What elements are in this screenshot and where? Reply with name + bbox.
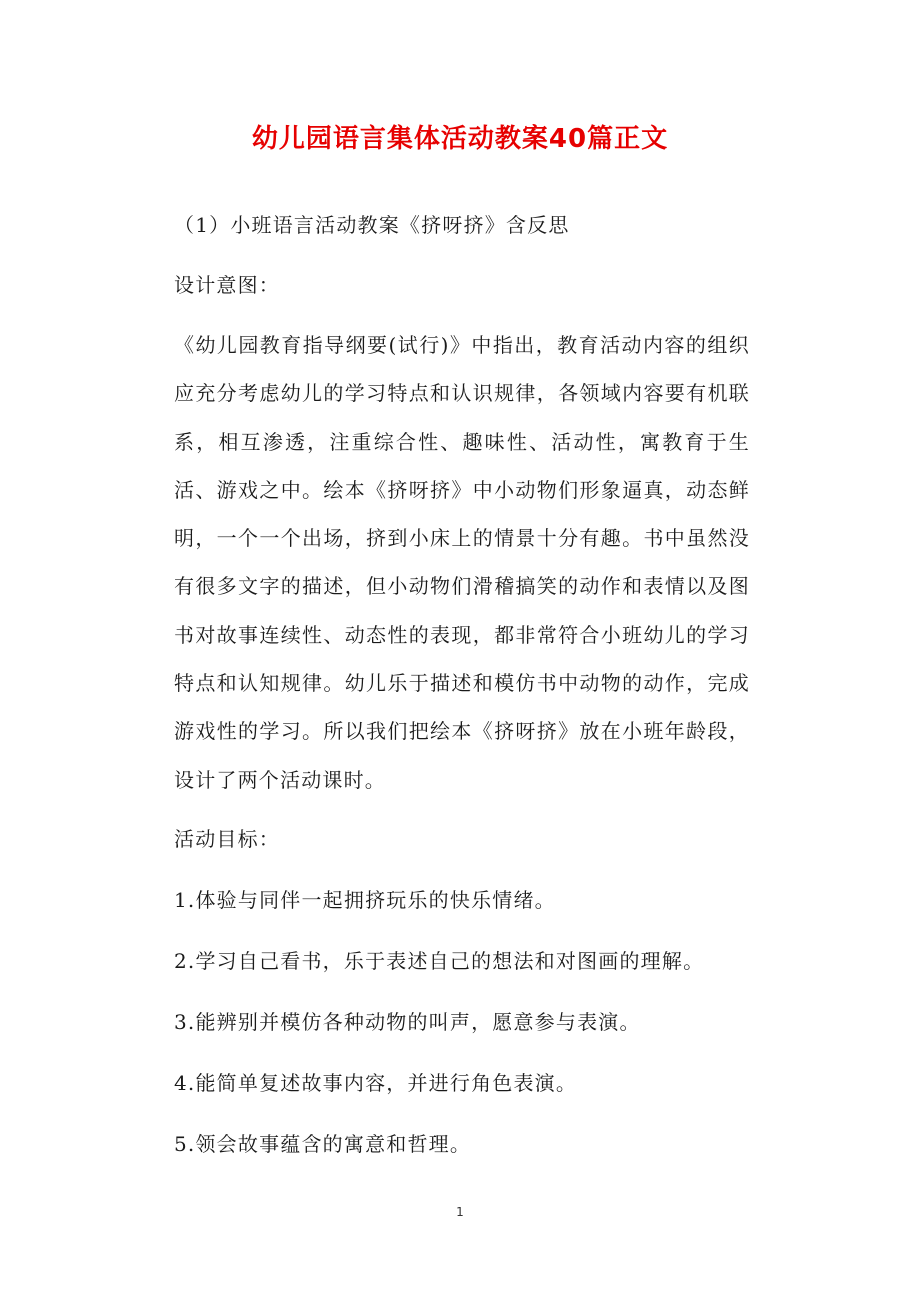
activity-goals-label: 活动目标：: [174, 827, 280, 851]
page-number: 1: [456, 1205, 464, 1219]
goal-item-1: 1.体验与同伴一起拥挤玩乐的快乐情绪。: [174, 888, 556, 912]
goal-item-2: 2.学习自己看书，乐于表述自己的想法和对图画的理解。: [174, 949, 705, 973]
design-intent-label: 设计意图：: [174, 273, 280, 297]
goal-item-3: 3.能辨别并模仿各种动物的叫声，愿意参与表演。: [174, 1010, 641, 1034]
section-heading: （1）小班语言活动教案《挤呀挤》含反思: [174, 213, 570, 237]
design-intent-paragraph: 《幼儿园教育指导纲要(试行)》中指出，教育活动内容的组织应充分考虑幼儿的学习特点和认识规律，各领域内容要有机联系，相互渗透，注重综合性、趣味性、活动性，寓教育于生活、游戏之中。绘本《挤呀挤》中小动物们形象逼真，动态鲜明，一个一个出场，挤到小床上的情景十分有趣。书中虽然没有很多文字的描述，但小动物们滑稽搞笑的动作和表情以及图书对故事连续性、动态性的表现，都非常符合小班幼儿的学习特点和认知规律。幼儿乐于描述和模仿书中动物的动作，完成游戏性的学习。所以我们把绘本《挤呀挤》放在小班年龄段，设计了两个活动课时。: [174, 333, 750, 792]
goal-item-5: 5.领会故事蕴含的寓意和哲理。: [174, 1132, 472, 1156]
goal-item-4: 4.能简单复述故事内容，并进行角色表演。: [174, 1071, 578, 1095]
document-title: 幼儿园语言集体活动教案40篇正文: [251, 124, 669, 154]
